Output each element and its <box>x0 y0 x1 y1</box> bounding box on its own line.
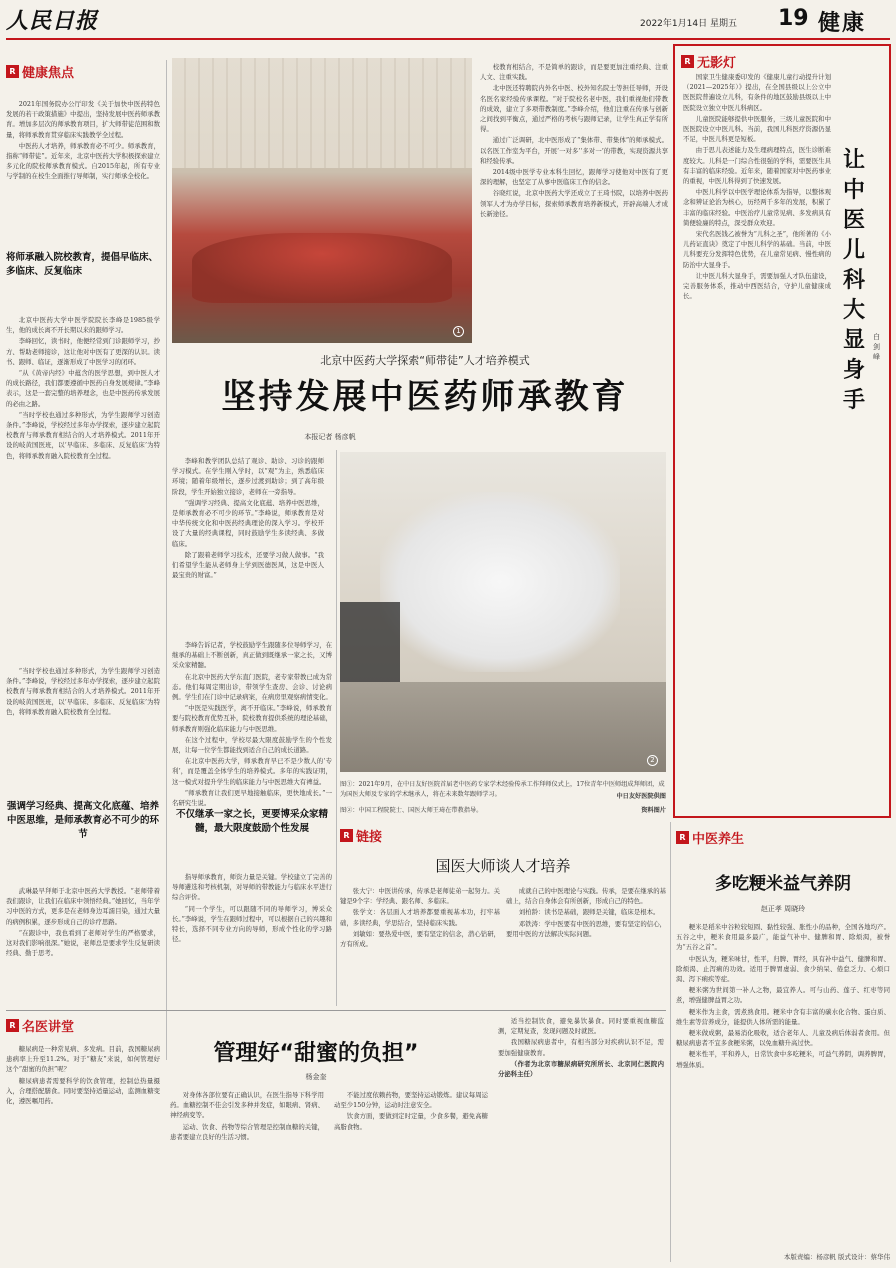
paragraph: 儿童医院能够提供中医服务，三级儿童医院和中医医院设立中医儿科。当前，我国儿科医疗资源仍显不足，中医儿科更是短板。 <box>683 114 831 144</box>
mid-col-c1b <box>172 872 332 1002</box>
paragraph: 粳米粥为世间第一补人之物，最宜养人。可与山药、莲子、红枣等同煮，增强健脾益胃之功。 <box>676 986 890 1005</box>
link-section-head <box>340 826 666 845</box>
section-mark-icon: R <box>340 829 353 842</box>
paragraph: “同一个学生，可以跟随不同的导师学习，博采众长。”李峰说，学生在跟师过程中，可以根据自己的兴趣和特长，选择不同专业方向的导师，形成个性化的学习路径。 <box>172 904 332 944</box>
forum-title: 管理好“甜蜜的负担” <box>213 1041 419 1066</box>
paragraph: 中医认为，粳米味甘，性平，归脾、胃经，具有补中益气、健脾和胃、除烦渴、止泻痢的功效。适用于脾胃虚弱、食少纳呆、倦怠乏力、心烦口渴、泻下痢疾等症。 <box>676 954 890 984</box>
paragraph: 北中医还特聘院内外名中医、校外知名院士等担任导师，开设名医名家经验传承课程。“对于院校名老中医，我们重视他们带教的成效，建立了多项带教制度。”李峰介绍，他们注重在传承与创新之间找到平衡点，通过严格的考核与跟师记录，让学生真正学有所得。 <box>480 84 668 134</box>
tcm-title: 多吃粳米益气养阴 <box>715 874 851 894</box>
focus-body-2 <box>6 886 160 996</box>
column-divider <box>336 450 337 1006</box>
paragraph: “强调学习经典、提高文化底蕴、培养中医思维，是师承教育必不可少的环节。”李峰说，师承教育是对中华传统文化和中医药经典理论的深入学习。学校开设了大量的经典课程，同时鼓励学生多读经典、多做临床。 <box>172 498 324 548</box>
link-section-title: 链接 <box>356 830 383 845</box>
page-footer: 本版责编：杨彦帆 版式设计：蔡华伟 <box>783 1253 890 1261</box>
paragraph: 指导师承教育，师资力量是关键。学校建立了完善的导师遴选和考核机制，对导师的带教能力与临床水平进行综合评价。 <box>172 873 332 902</box>
forum-col-1 <box>6 1044 160 1262</box>
page-number: 19 <box>778 6 809 31</box>
photo-credit-2: 资料图片 <box>641 807 666 814</box>
tcm-section-title: 中医养生 <box>692 832 745 847</box>
paragraph: 粳米作为主食，需煮熟食用。粳米中含有丰富的碳水化合物、蛋白质、维生素等营养成分，能提供人体所需的能量。 <box>676 1007 890 1026</box>
page-section-name: 健康 <box>818 11 867 36</box>
paragraph: 谷晓红说，北京中医药大学还成立了王琦书院，以培养中医药领军人才为办学目标，探索师承教育培养新模式，开辟高端人才成长新途径。 <box>480 189 668 218</box>
paragraph: “师承教育让我们更早地接触临床，更快地成长。”一名研究生说。 <box>172 788 332 808</box>
focus-body-1 <box>6 315 160 655</box>
paragraph: 李峰告诉记者，学校鼓励学生跟随多位导师学习，在继承的基础上不断创新，真正做到既继承一家之长，又博采众家精髓。 <box>172 641 332 670</box>
forum-section-head <box>6 1016 74 1035</box>
paragraph: 中医药人才培养，师承教育必不可少。师承教育，指称“师带徒”。近年来，北京中医药大学积极探索建立多元化的院校师承教育模式。自2015年起，所有专业与学制的在校生全面推行导师制，实行师承全校化。 <box>6 141 160 181</box>
focus-subhead-2: 强调学习经典、提高文化底蕴、培养中医思维，是师承教育必不可少的环节 <box>6 801 159 840</box>
paragraph: 我国糖尿病患者中，有相当部分对疾病认识不足，需要加强健康教育。 <box>498 1038 664 1057</box>
forum-col-4 <box>498 1016 664 1262</box>
mid-col-1 <box>172 456 324 636</box>
lamp-title: 让中医儿科大显身手 <box>843 148 866 413</box>
lamp-author: 白剑峰 <box>873 333 880 361</box>
paragraph: 2014级中医学专业本科生回忆，跟师学习使他对中医有了更深的理解，也坚定了从事中医临床工作的信念。 <box>480 168 668 187</box>
paragraph: 张大宁：中医讲传承，传承是老师徒弟一起努力。关键是9个字：学经典、跟名师、多临床。 <box>340 887 500 906</box>
paragraph: 通过广泛调研，北中医形成了“集体带、带集体”的师承模式。以名医工作室为平台，开展‘一对多’‘多对一’的带教，实现资源共享和经验传承。 <box>480 136 668 165</box>
mid-subhead-3: 不仅继承一家之长，更要博采众家精髓，最大限度鼓励个性发展 <box>175 809 328 834</box>
paragraph: 除了跟着老师学习技术，还要学习做人做事。“我们希望学生能从老师身上学到医德医风，这是中医人最宝贵的财富。” <box>172 550 324 580</box>
paragraph: 粳米做成粥，最易消化吸收，适合老年人、儿童及病后体弱者食用。但糖尿病患者不宜多食粳米粥，以免血糖升高过快。 <box>676 1029 890 1048</box>
focus-section-head <box>6 62 160 81</box>
paragraph: 让中医儿科大显身手，需要加强人才队伍建设，完善服务体系，推动中西医结合，守护儿童健康成长。 <box>683 271 831 301</box>
paragraph: 运动、饮食、药物等综合管理是控制血糖的关键，患者要建立良好的生活习惯。 <box>170 1122 324 1141</box>
paragraph: 饮食方面，要做到定时定量，少食多餐，避免高糖高脂食物。 <box>334 1112 488 1131</box>
tcm-section <box>676 828 890 1258</box>
focus-subhead-1: 将师承融入院校教育，提倡早临床、多临床、反复临床 <box>6 252 159 277</box>
paragraph: 糖尿病是一种常见病、多发病。目前，我国糖尿病患病率上升至11.2%。对于“糖友”来说，如何管理好这个“甜蜜的负担”呢？ <box>6 1045 160 1074</box>
photo-number-1: 1 <box>453 326 464 337</box>
paragraph: 在北京中医药大学，师承教育早已不是少数人的‘专利’，而是覆盖全体学生的培养模式。多年的实践证明，这一模式对提升学生的临床能力与中医思维大有裨益。 <box>172 757 332 786</box>
paragraph: 成就自己的中医理论与实践。传承，是要在继承的基础上，结合自身体会有所创新，形成自己的特色。 <box>506 887 666 906</box>
photo-caption-1: 图①：2021年9月，在中日友好医院首届老中医药专家学术经验传承工作拜师仪式上，17位青年中医师组成拜师团，成为国医大师及专家的学术继承人，将在未来数年跟师学习。 <box>340 781 665 798</box>
forum-section-title: 名医讲堂 <box>22 1020 75 1035</box>
forum-col-3 <box>334 1090 488 1262</box>
lamp-section-title: 无影灯 <box>697 56 737 71</box>
paragraph: 宋代名医钱乙被誉为“儿科之圣”，他所著的《小儿药证直诀》奠定了中医儿科学的基础。当前，中医儿科要充分发挥特色优势，在儿童常见病、慢性病的防治中大显身手。 <box>683 230 831 269</box>
paragraph: 2021年国务院办公厅印发《关于加快中医药特色发展的若干政策措施》中提出，坚持发展中医药师承教育。增加多层次的师承教育项目，扩大师带徒范围和数量，将师承教育贯穿临床实践教学全过程。 <box>6 100 160 139</box>
tcm-byline: 赵正孝 周晓玲 <box>760 905 806 913</box>
paragraph: 刘柏龄：读书是基础，跟师是关键，临床是根本。 <box>518 908 660 917</box>
headline-byline: 本报记者 杨彦帆 <box>304 433 356 441</box>
newspaper-logo: 人民日报 <box>6 8 99 34</box>
paragraph: 在这个过程中，学校尽最大限度鼓励学生的个性发展，让每一位学生都能找到适合自己的成长道路。 <box>172 735 332 755</box>
section-mark-icon: R <box>681 55 694 68</box>
column-divider <box>166 60 167 1060</box>
paragraph: （作者为北京市糖尿病研究所所长、北京同仁医院内分泌科主任） <box>498 1059 664 1079</box>
focus-body-1-cont <box>6 666 160 782</box>
paragraph: 对身体各部位要有正确认识，在医生指导下科学用药。血糖控制不佳会引发多种并发症，如眼病、肾病、神经病变等。 <box>170 1091 324 1120</box>
paragraph: 刘敏如：要热爱中医，要有坚定的信念，潜心钻研，方有所成。 <box>340 929 500 949</box>
photo-caption-2: 图②：中国工程院院士、国医大师王琦在带教指导。 <box>340 807 483 814</box>
tcm-section-head <box>676 828 890 847</box>
paragraph: “当时学校也通过多种形式，为学生跟师学习创造条件。”李峰说，学校经过多年办学探索，逐步建立起院校教育与师承教育相结合的人才培养模式。2011年开设的岐黄国医班，以‘早临床、多临床、反复临床’为特色，将师承教育融入院校教育全过程。 <box>6 667 160 716</box>
focus-intro <box>6 99 160 245</box>
paragraph: 中医儿科学以中医学理论体系为指导，以整体观念和辨证论治为核心，历经两千多年的发展，积累了丰富的临床经验。中医治疗儿童常见病、多发病具有简便验廉的特点，深受群众欢迎。 <box>683 188 831 227</box>
tcm-body <box>676 922 890 1212</box>
paragraph: “当时学校也通过多种形式，为学生跟师学习创造条件。”李峰说，学校经过多年办学探索，逐步建立起院校教育与师承教育相结合的人才培养模式。2011年开设的岐黄国医班，以‘早临床、多临床、反复临床’为特色，将师承教育融入院校教育全过程。 <box>6 410 160 460</box>
section-rule <box>6 1010 666 1011</box>
paragraph: 邓铁涛：学中医要有中医的思维，要有坚定的信心，要用中医的方法解决实际问题。 <box>506 919 666 938</box>
masthead <box>0 0 896 38</box>
column-divider <box>670 822 671 1262</box>
forum-col-2 <box>170 1090 324 1262</box>
paragraph: 张学文：各层面人才培养都要重视基本功，打牢基础，多读经典，学思结合，坚持临床实践。 <box>340 908 500 927</box>
paragraph: 糖尿病患者需要科学的饮食管理，控制总热量摄入，合理搭配膳食。同时要坚持适量运动，监测血糖变化，遵医嘱用药。 <box>6 1076 160 1106</box>
forum-section <box>6 1016 666 1264</box>
issue-date: 2022年1月14日 星期五 <box>640 19 737 29</box>
paragraph: 校教育相结合，不是简单的跟诊，而是要更加注重经典、注重人文、注重实践。 <box>480 63 668 82</box>
lamp-box <box>673 44 891 818</box>
link-body <box>340 886 666 996</box>
paragraph: 武琳最早拜师于北京中医药大学教授。“老师带着我们跟诊，让我们在临床中领悟经典。”她回忆，当年学习中医的方式，更多是在老师身边耳濡目染，通过大量的病例积累，逐步形成自己的诊疗思路。 <box>6 887 160 926</box>
headline-kicker: 北京中医药大学探索“师带徒”人才培养模式 <box>320 354 530 367</box>
paragraph: 由于思儿表述能力及生理病理特点，医生诊断难度较大。儿科是一门综合性很强的学科，需要医生具有丰富的临床经验。近年来，随着国家对中医药事业的重视，中医儿科得到了快速发展。 <box>683 146 831 186</box>
section-mark-icon: R <box>676 831 689 844</box>
link-col-right <box>506 886 666 996</box>
section-mark-icon: R <box>6 1019 19 1032</box>
paragraph: 国家卫生健康委印发的《健康儿童行动提升计划（2021—2025年）》提出，在全国县级以上公立中医医院普遍设立儿科，有条件的地区鼓励县级以上中医院设立独立中医儿科病区。 <box>683 73 831 112</box>
paragraph: 粳米性平，平和养人，日常饮食中多吃粳米，可益气养阴，调养脾胃，增强体质。 <box>676 1050 890 1069</box>
paragraph: “中医是实践医学，离不开临床。”李峰说，师承教育要与院校教育优势互补，院校教育提供系统的理论基础，师承教育则强化临床能力与中医思维。 <box>172 704 332 733</box>
masthead-rule <box>6 38 890 40</box>
section-mark-icon: R <box>6 65 19 78</box>
lamp-section-head <box>681 52 883 71</box>
link-section <box>340 826 666 1002</box>
paragraph: 不能过度依赖药物，要坚持运动锻炼。建议每周运动至少150分钟，运动时注意安全。 <box>334 1091 488 1110</box>
link-title: 国医大师谈人才培养 <box>435 857 571 875</box>
mid-col-c2-flow <box>172 640 332 808</box>
photo-apprentice-ceremony <box>172 58 472 343</box>
lamp-body <box>683 72 831 812</box>
photo-number-2: 2 <box>647 755 658 766</box>
focus-section <box>6 62 160 662</box>
paragraph: “从《黄帝内经》中蕴含的医学思想，到中医人才的成长路径，我们都要遵循中医药自身发展规律。”李峰表示，这是一套完整的培养理念，也是中医药传承发展的必由之路。 <box>6 369 160 408</box>
paragraph: 北京中医药大学中医学院院长李峰是1985级学生，他的成长离不开长期以来的跟师学习。 <box>6 316 160 335</box>
paragraph: 适当控制饮食，避免暴饮暴食。同时要重视血糖监测，定期复查，发现问题及时就医。 <box>498 1017 664 1036</box>
paragraph: 李峰回忆，读书时，他便经常到门诊跟师学习，抄方、帮助老师接诊，这让他对中医有了更深的认识。读书、跟师、临证，逐渐形成了中医学习的闭环。 <box>6 337 160 366</box>
paragraph: “在跟诊中，我也看到了老师对学生的严格要求，这对我们影响很深。”她说，老师总是要求学生反复研读经典、勤于思考。 <box>6 928 160 958</box>
link-col-left <box>340 886 500 996</box>
photo-wangqi-teaching <box>340 452 666 772</box>
paragraph: 在北京中医药大学东直门医院，老专家带教已成为常态。他们每周定期出诊，带领学生查房、会诊、讨论病例。学生们在门诊中记录病案，在病房里观察病情变化。 <box>172 672 332 702</box>
forum-byline: 杨金奎 <box>305 1073 327 1081</box>
paragraph: 粳米是稻米中谷粒较短圆、黏性较强、胀性小的品种，全国各地均产。五谷之中，粳米食用最多最广，能益气补中、健脾和胃、除烦渴，被誉为“五谷之首”。 <box>676 923 890 952</box>
photo-credit-1: 中日友好医院供图 <box>616 793 666 800</box>
focus-section-title: 健康焦点 <box>22 66 75 81</box>
paragraph: 李峰和教学团队总结了观诊、助诊、习诊的跟师学习模式。在学生刚入学时，以“观”为主，熟悉临床环境；随着年级增长，逐步过渡到助诊；到了高年级阶段，学生开始独立接诊，老师在一旁指导。 <box>172 457 324 496</box>
mid-top-text <box>480 62 668 340</box>
focus-section-lower <box>6 666 160 996</box>
headline-title: 坚持发展中医药师承教育 <box>221 377 629 417</box>
